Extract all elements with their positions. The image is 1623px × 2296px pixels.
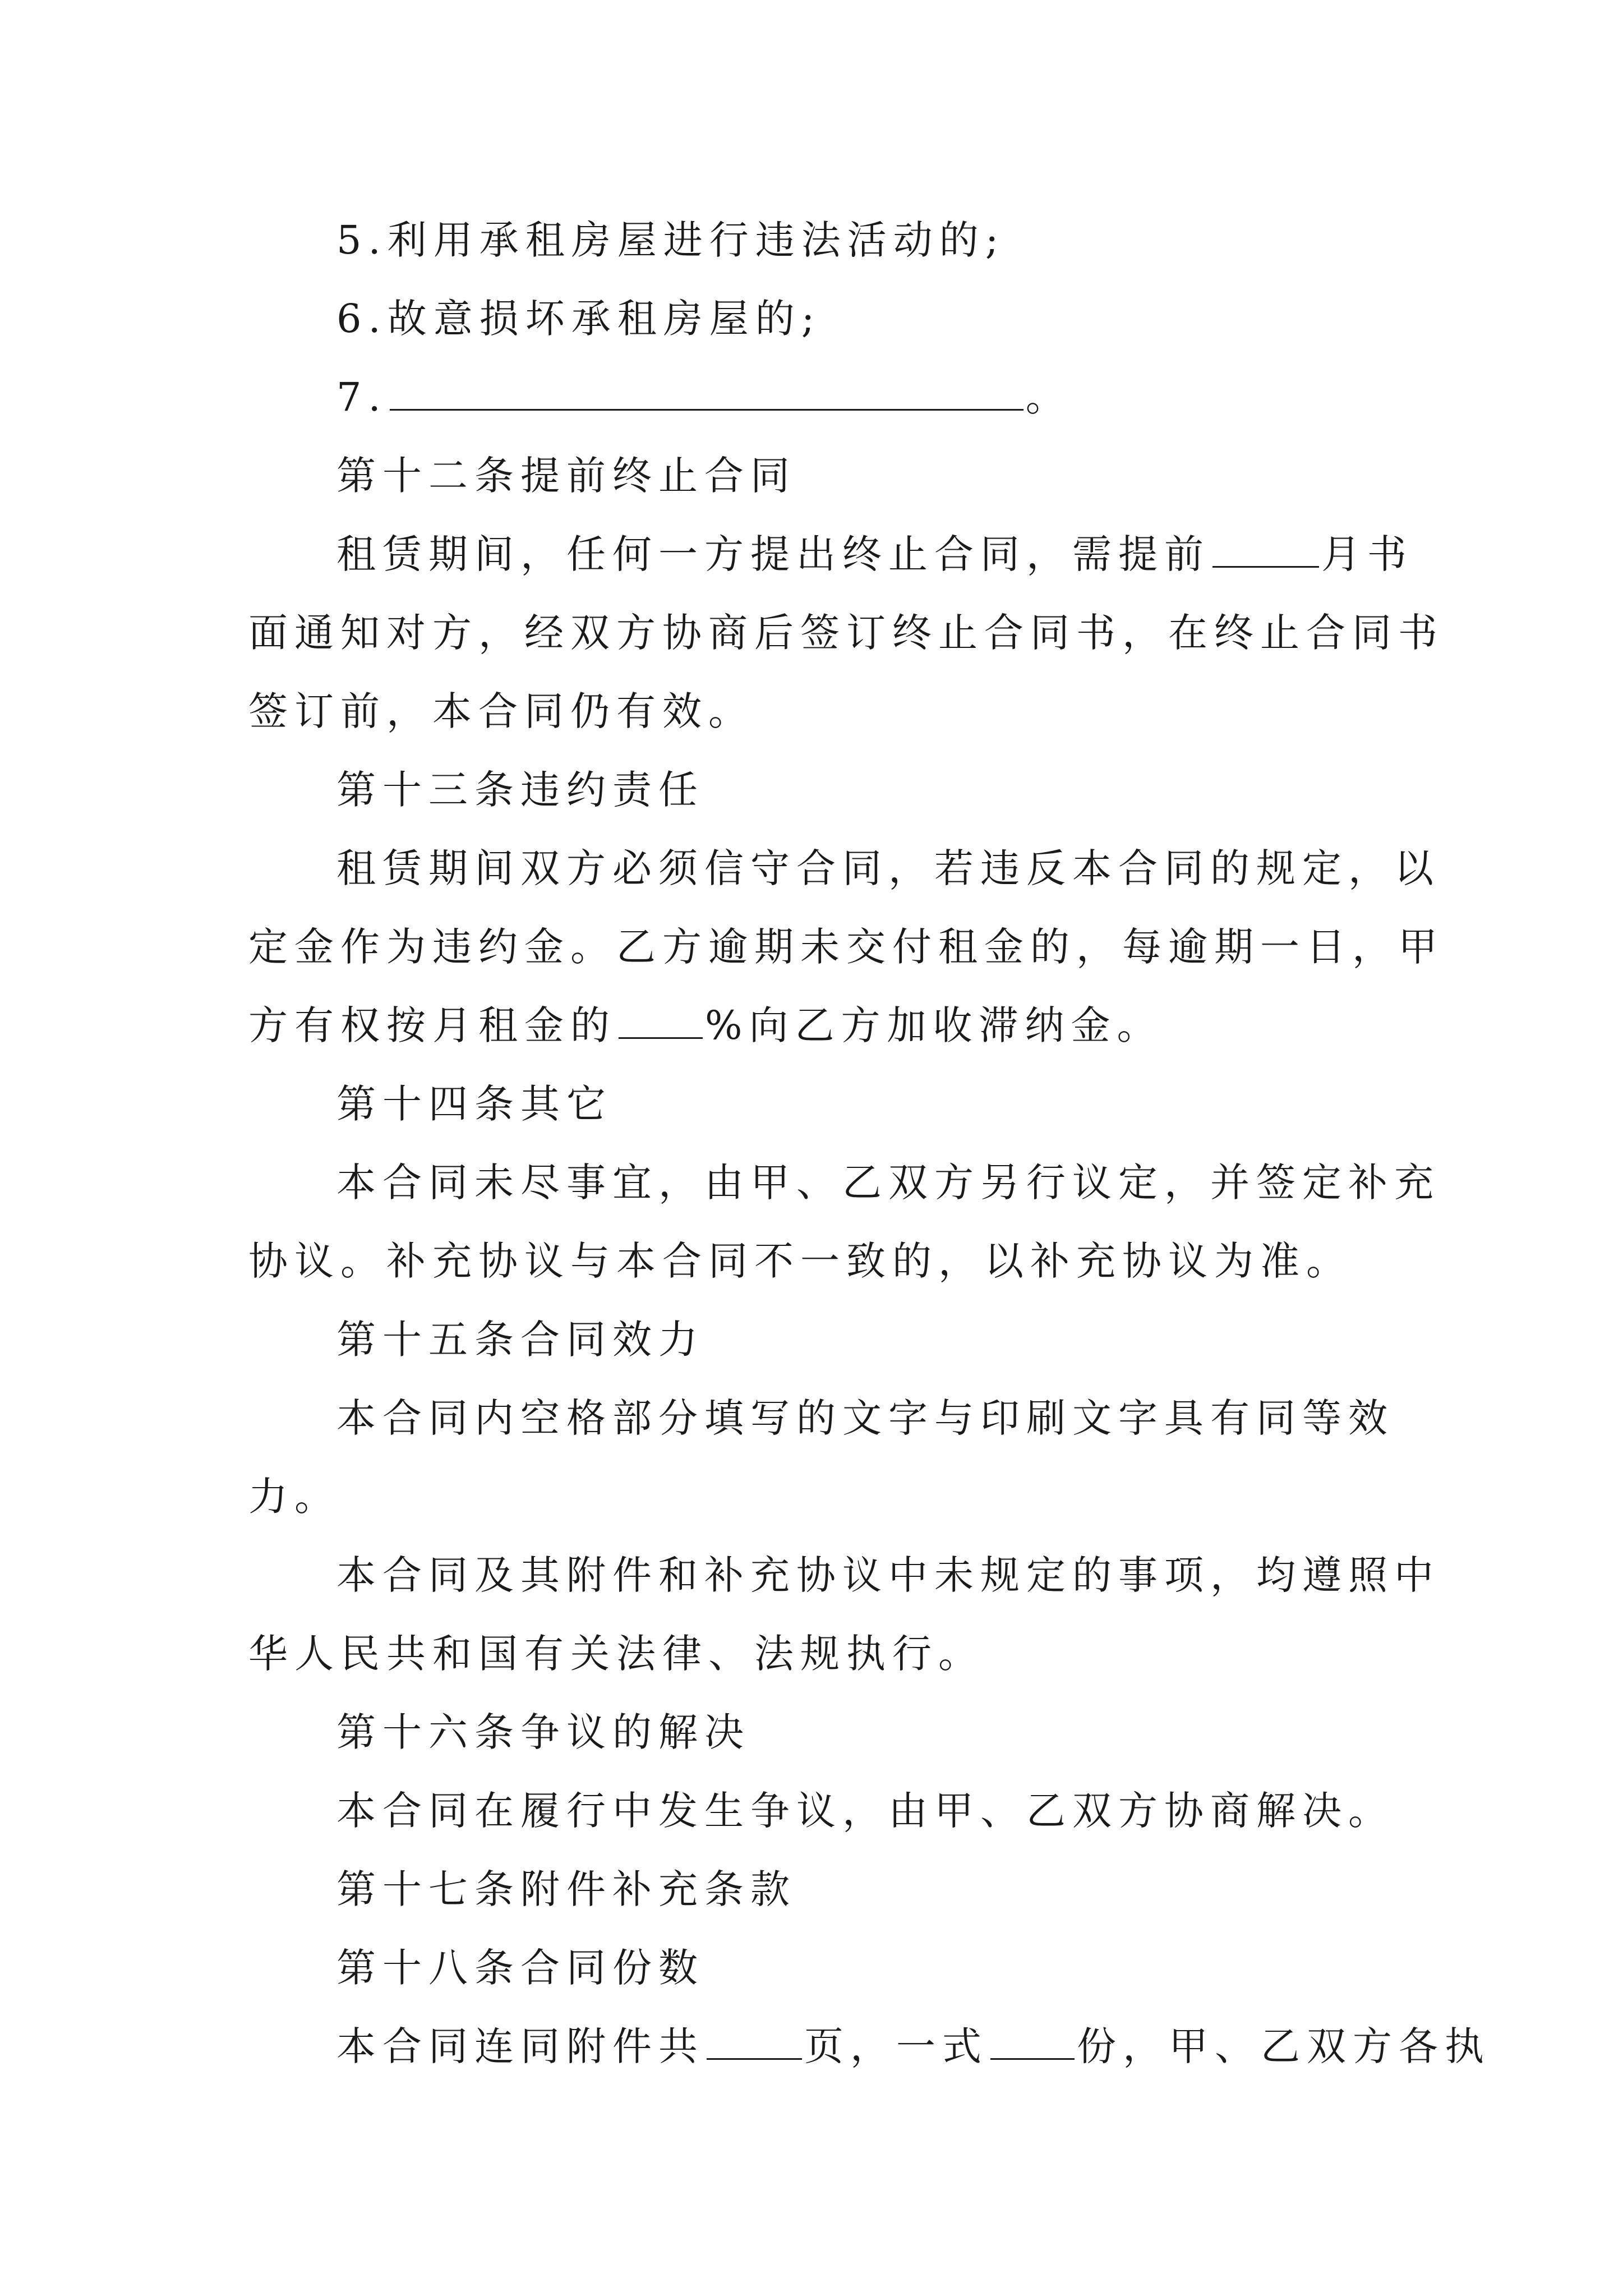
paragraph-text: 份，甲、乙双方各执 bbox=[1077, 2023, 1491, 2069]
paragraph-line: 力。 bbox=[248, 1474, 340, 1520]
paragraph-text: %向乙方加收滞纳金。 bbox=[705, 1002, 1163, 1048]
section-heading-16: 第十六条争议的解决 bbox=[336, 1709, 750, 1755]
section-heading-17: 第十七条附件补充条款 bbox=[336, 1866, 796, 1912]
fill-in-blank bbox=[990, 2021, 1075, 2060]
paragraph-line: 面通知对方，经双方协商后签订终止合同书，在终止合同书 bbox=[248, 610, 1444, 656]
paragraph-line: 协议。补充协议与本合同不一致的，以补充协议为准。 bbox=[248, 1238, 1352, 1284]
section-heading-15: 第十五条合同效力 bbox=[336, 1317, 704, 1363]
section-heading-14: 第十四条其它 bbox=[336, 1081, 612, 1127]
paragraph-line: 华人民共和国有关法律、法规执行。 bbox=[248, 1631, 984, 1677]
paragraph-line bbox=[336, 529, 1413, 579]
fill-in-blank bbox=[390, 372, 1023, 411]
paragraph-line: 本合同未尽事宜，由甲、乙双方另行议定，并签定补充 bbox=[336, 1159, 1440, 1205]
paragraph-line: 定金作为违约金。乙方逾期未交付租金的，每逾期一日，甲 bbox=[248, 924, 1444, 970]
paragraph-line: 本合同及其附件和补充协议中未规定的事项，均遵照中 bbox=[336, 1552, 1440, 1598]
clause-item-7-prefix: 7. bbox=[336, 374, 388, 420]
paragraph-text: 月书 bbox=[1321, 531, 1413, 577]
paragraph-text: 方有权按月租金的 bbox=[248, 1002, 616, 1048]
fill-in-blank bbox=[707, 2021, 802, 2060]
clause-item-5: 5.利用承租房屋进行违法活动的; bbox=[336, 217, 1006, 263]
clause-item-7-suffix: 。 bbox=[1025, 374, 1072, 420]
clause-item-7 bbox=[336, 372, 1072, 422]
section-heading-13: 第十三条违约责任 bbox=[336, 767, 704, 813]
paragraph-line: 本合同内空格部分填写的文字与印刷文字具有同等效 bbox=[336, 1395, 1394, 1441]
fill-in-blank bbox=[619, 1000, 703, 1039]
section-heading-18: 第十八条合同份数 bbox=[336, 1945, 704, 1991]
paragraph-text: 本合同连同附件共 bbox=[336, 2023, 704, 2069]
paragraph-line bbox=[336, 2021, 1491, 2072]
clause-item-6: 6.故意损坏承租房屋的; bbox=[336, 296, 822, 342]
paragraph-text: 页，一式 bbox=[804, 2023, 988, 2069]
paragraph-line: 租赁期间双方必须信守合同，若违反本合同的规定，以 bbox=[336, 845, 1440, 891]
paragraph-text: 租赁期间，任何一方提出终止合同，需提前 bbox=[336, 531, 1210, 577]
paragraph-line: 签订前，本合同仍有效。 bbox=[248, 688, 754, 734]
section-heading-12: 第十二条提前终止合同 bbox=[336, 453, 796, 499]
paragraph-line bbox=[248, 1000, 1163, 1051]
paragraph-line: 本合同在履行中发生争议，由甲、乙双方协商解决。 bbox=[336, 1788, 1394, 1834]
fill-in-blank bbox=[1212, 529, 1319, 568]
